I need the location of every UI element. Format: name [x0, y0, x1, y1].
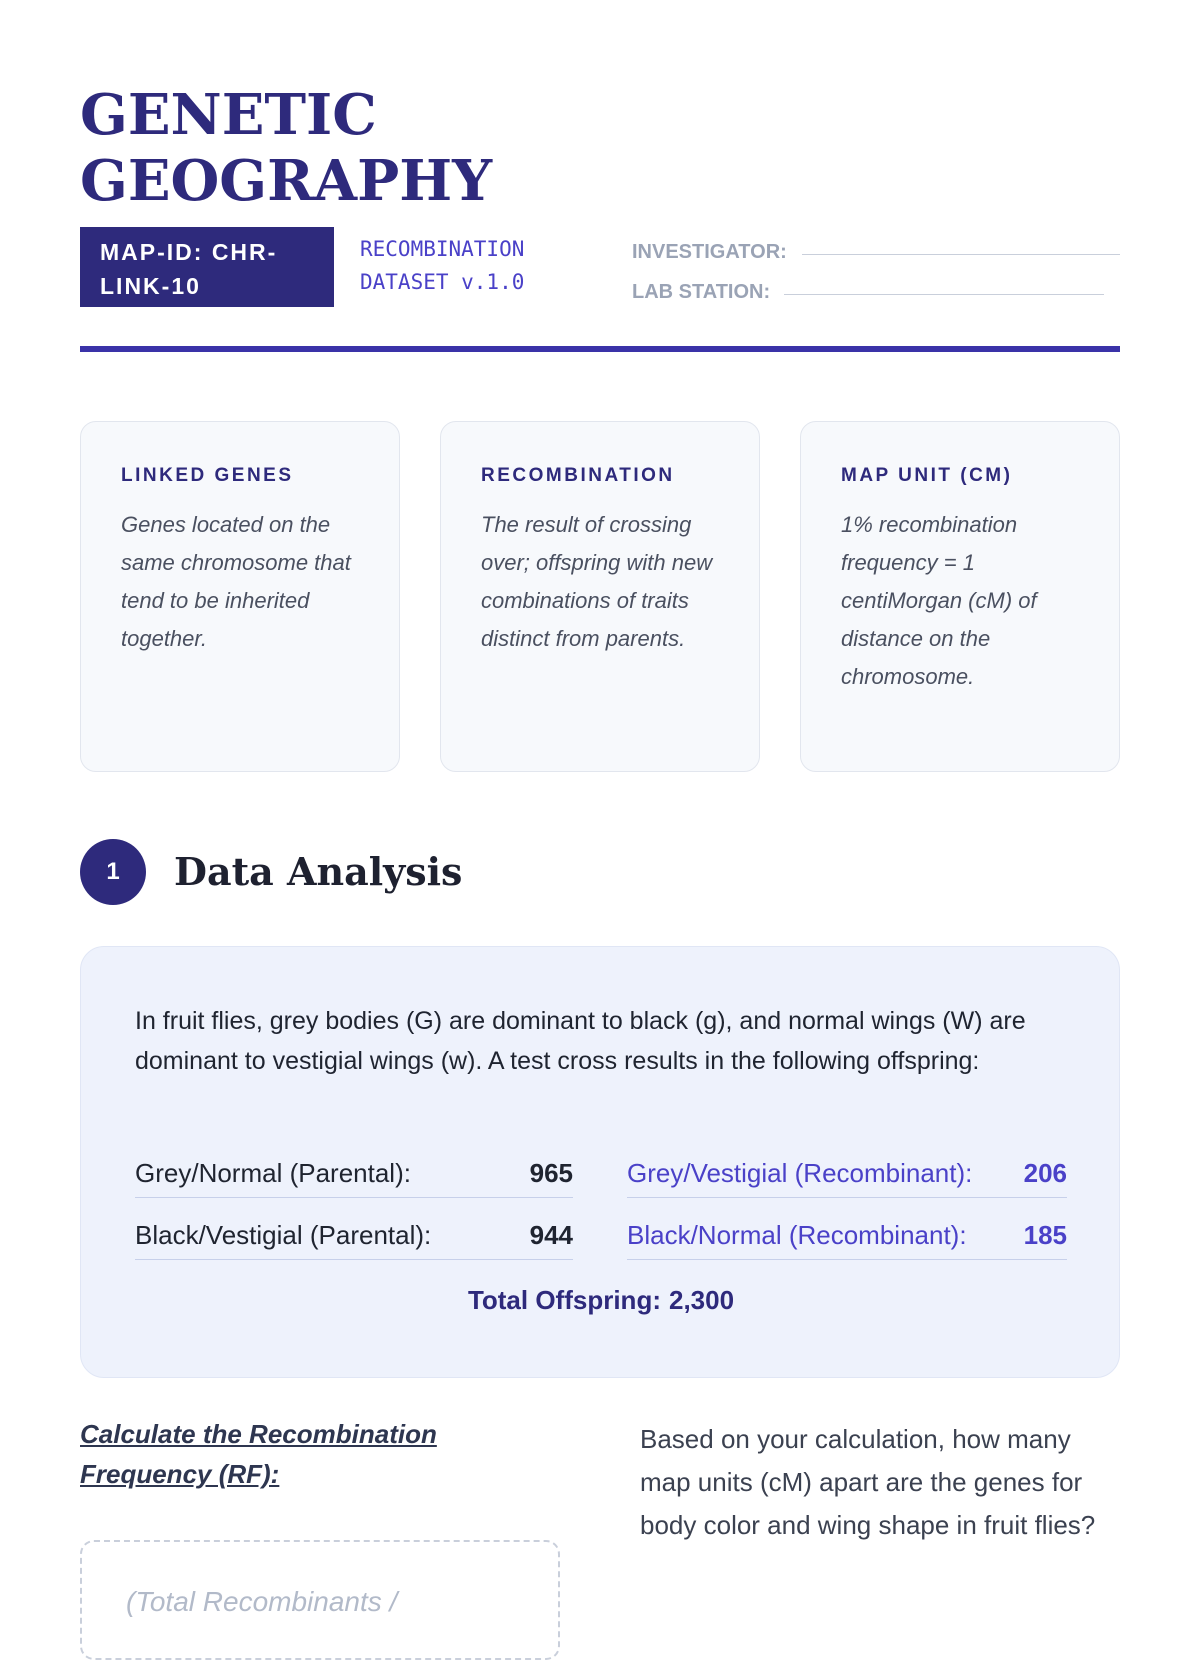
data-row-grey-vestigial	[627, 1149, 1067, 1198]
lab-station-field[interactable]	[784, 294, 1104, 295]
row-label: Black/Vestigial (Parental):	[135, 1219, 432, 1250]
total-offspring	[81, 1285, 1121, 1316]
dataset-line-1: RECOMBINATION	[360, 237, 525, 261]
row-value: 965	[529, 1157, 573, 1188]
row-label: Black/Normal (Recombinant):	[627, 1219, 967, 1250]
row-label: Grey/Vestigial (Recombinant):	[627, 1157, 973, 1188]
dataset-line-2: DATASET v.1.0	[360, 270, 525, 294]
row-value: 185	[1023, 1219, 1067, 1250]
total-label: Total Offspring:	[467, 1285, 661, 1315]
worksheet-page	[80, 0, 1120, 1617]
definition-heading: LINKED GENES	[121, 465, 294, 486]
calculation-answer-box[interactable]	[80, 1540, 560, 1660]
scenario-text: In fruit flies, grey bodies (G) are dominant to black (g), and normal wings (W) are dominant to vestigial wings (w). A test cross results in the following offspring:	[135, 1007, 1026, 1075]
definition-heading: MAP UNIT (CM)	[841, 465, 1013, 486]
data-row-black-vestigial	[135, 1211, 573, 1260]
section-title: Data Analysis	[174, 849, 463, 894]
investigator-label: INVESTIGATOR:	[632, 241, 787, 263]
title-line-1: GENETIC	[80, 82, 377, 148]
definition-text: Genes located on the same chromosome that tend to be inherited together.	[121, 512, 351, 651]
row-label: Grey/Normal (Parental):	[135, 1157, 411, 1188]
data-row-grey-normal	[135, 1149, 573, 1198]
map-units-question: Based on your calculation, how many map units (cM) apart are the genes for body color and wing shape in fruit flies?	[640, 1424, 1096, 1540]
worksheet-title	[80, 82, 540, 214]
data-box	[80, 946, 1120, 1378]
definition-text: 1% recombination frequency = 1 centiMorgan (cM) of distance on the chromosome.	[841, 512, 1037, 689]
header-divider	[80, 346, 1120, 352]
investigator-field[interactable]	[802, 254, 1120, 255]
definition-card-map-unit	[800, 421, 1120, 772]
calculation-label: Calculate the Recombination Frequency (RF):	[80, 1419, 437, 1489]
map-id-badge: MAP-ID: CHR-LINK-10	[80, 227, 334, 307]
total-value: 2,300	[668, 1285, 735, 1315]
definition-heading: RECOMBINATION	[481, 465, 675, 486]
section-number-badge: 1	[80, 839, 146, 905]
definition-card-recombination	[440, 421, 760, 772]
definition-card-linked-genes	[80, 421, 400, 772]
formula-hint: (Total Recombinants /	[126, 1586, 398, 1617]
definition-text: The result of crossing over; offspring with new combinations of traits distinct from parents.	[481, 512, 713, 651]
dataset-label	[360, 233, 570, 299]
data-row-black-normal	[627, 1211, 1067, 1260]
title-line-2: GEOGRAPHY	[80, 148, 493, 214]
row-value: 944	[529, 1219, 573, 1250]
lab-station-label: LAB STATION:	[632, 281, 771, 303]
row-value: 206	[1023, 1157, 1067, 1188]
